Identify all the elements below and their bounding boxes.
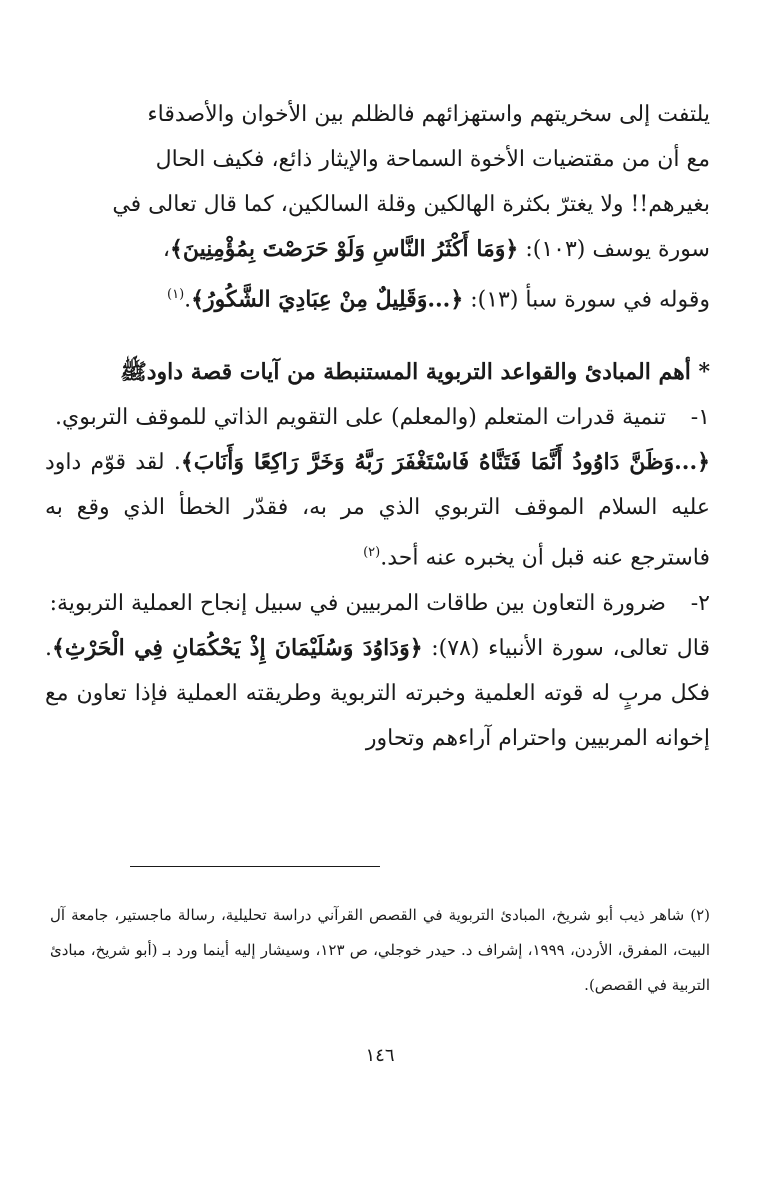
footnote-ref-2: (٢) (363, 545, 381, 561)
item-1-body-text: . لقد قوّم داود عليه السلام الموقف التربوي الذي مر به، فقدّر الخطأ الذي وقع به فاسترجع عنه قبل أن يخبره عنه أحد. (45, 450, 710, 571)
footnote-divider (130, 866, 380, 867)
list-item-1-number: ١- (690, 405, 710, 431)
intro-line-4-suffix: ، (162, 237, 171, 262)
section-heading: * أهم المبادئ والقواعد التربوية المستنبطة من آيات قصة داودﷺ (120, 359, 710, 386)
quran-verse-sad: ﴿...وَظَنَّ دَاوُودُ أَنَّمَا فَتَنَّاهُ فَاسْتَغْفَرَ رَبَّهُ وَخَرَّ رَاكِعًا وَأَنَابَ﴾ (180, 449, 710, 476)
list-item-1 (45, 395, 710, 440)
intro-paragraph (45, 92, 710, 322)
intro-line-5-prefix: وقوله في سورة سبأ (١٣): (463, 287, 710, 313)
list-item-2 (45, 581, 710, 626)
footnote-body: شاهر ذيب أبو شريخ، المبادئ التربوية في القصص القرآني دراسة تحليلية، رسالة ماجستير، جامعة آل البيت، المفرق، الأردن، ١٩٩٩، إشراف د. حيدر خوجلي، ص ١٢٣، وسيشار إليه أينما ورد بـ (أبو شريخ، مبادئ التربية في القصص). (50, 906, 711, 994)
intro-line-4-prefix: سورة يوسف (١٠٣): (518, 237, 710, 262)
footnote-ref-1: (١) (167, 287, 185, 302)
item-2-body (45, 626, 710, 761)
item-1-body (45, 440, 710, 580)
item-2-body-text: . فكل مربٍ له قوته العلمية وخبرته التربوية وطريقته العملية فإذا تعاون مع إخوانه المربيين واحترام آراءهم وتحاور (45, 635, 710, 751)
intro-line-1: يلتفت إلى سخريتهم واستهزائهم فالظلم بين الأخوان والأصدقاء (147, 102, 710, 127)
page-number: ١٤٦ (365, 1045, 395, 1066)
footnote-marker: (٢) (690, 906, 710, 924)
list-item-2-title: ضرورة التعاون بين طاقات المربيين في سبيل إنجاح العملية التربوية: (49, 590, 666, 616)
quran-verse-saba: ﴿...وَقَلِيلٌ مِنْ عِبَادِيَ الشَّكُورُ﴾ (191, 286, 464, 313)
intro-line-2: مع أن من مقتضيات الأخوة السماحة والإيثار ذائع، فكيف الحال (155, 147, 710, 172)
footnote-text (50, 898, 710, 1003)
quran-verse-anbiya: ﴿وَدَاوُدَ وَسُلَيْمَانَ إِذْ يَحْكُمَانِ فِي الْحَرْثِ﴾ (52, 634, 423, 661)
footnote (50, 898, 710, 1003)
list-item-1-title: تنمية قدرات المتعلم (والمعلم) على التقويم الذاتي للموقف التربوي. (55, 405, 666, 431)
intro-line-3: بغيرهم!! ولا يغترّ بكثرة الهالكين وقلة السالكين، كما قال تعالى في (112, 192, 710, 217)
intro-line-4 (45, 227, 710, 272)
page-body (45, 92, 710, 761)
quran-verse-yusuf: ﴿وَمَا أَكْثَرُ النَّاسِ وَلَوْ حَرَصْتَ بِمُؤْمِنِينَ﴾ (170, 236, 519, 262)
list-item-2-number: ٢- (690, 590, 710, 616)
intro-line-5 (45, 272, 710, 322)
intro-line-5-suffix: . (184, 287, 192, 313)
item-2-body-prefix: قال تعالى، سورة الأنبياء (٧٨): (422, 635, 710, 661)
